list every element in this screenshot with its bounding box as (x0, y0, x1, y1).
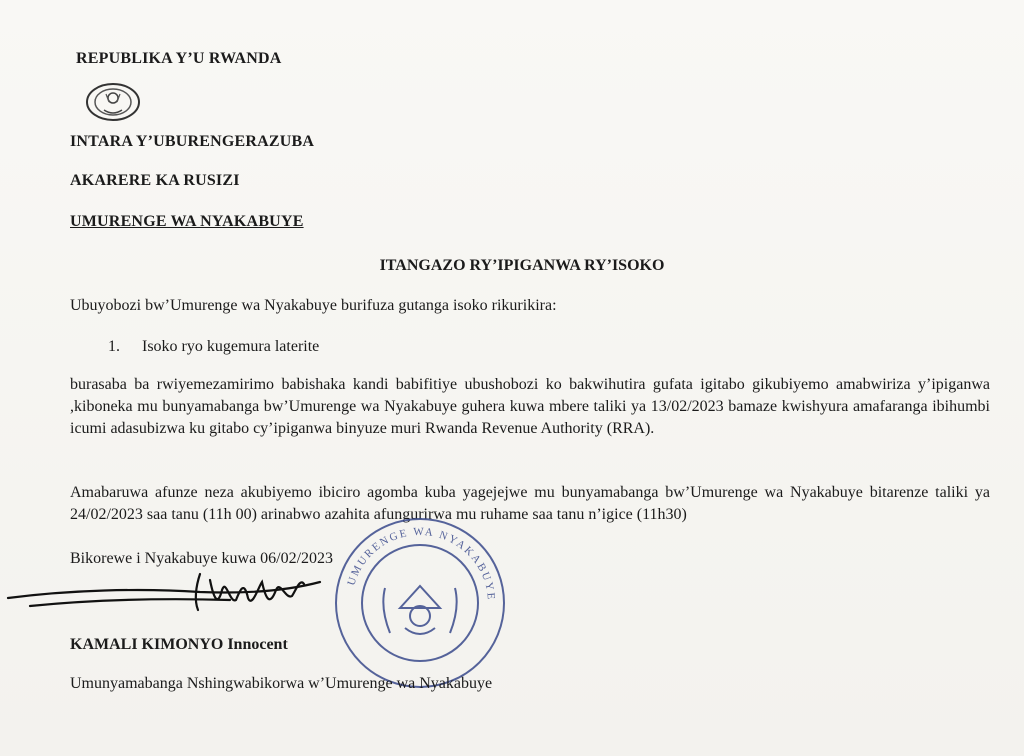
signatory-title: Umunyamabanga Nshingwabikorwa w’Umurenge wa Nyakabuye (70, 675, 493, 692)
stamp-text: UMURENGE WA NYAKABUYE (345, 525, 498, 602)
province-heading: INTARA Y’UBURENGERAZUBA (70, 133, 315, 150)
district-heading: AKARERE KA RUSIZI (70, 172, 240, 189)
notice-title: ITANGAZO RY’IPIGANWA RY’ISOKO (379, 257, 665, 274)
list-item-text: Isoko ryo kugemura laterite (142, 338, 320, 355)
list-item (108, 338, 319, 356)
signatory-name: KAMALI KIMONYO Innocent (70, 636, 288, 653)
list-item-number: 1. (108, 338, 120, 355)
notice-intro: Ubuyobozi bw’Umurenge wa Nyakabuye burifuza gutanga isoko rikurikira: (70, 297, 557, 314)
notice-paragraph-1: burasaba ba rwiyemezamirimo babishaka kandi babifitiye ubushobozi ko bakwihutira gufata igitabo gikubiyemo amabwiriza y’ipiganwa ,kiboneka mu bunyamabanga bw’Umurenge wa Nyakabuye guhera kuwa mbere taliki ya 13/02/2023 bamaze kwishyura amafaranga ibihumbi icumi adasubizwa ku gitabo cy’ipiganwa binyuze muri Rwanda Revenue Authority (RRA). (70, 376, 990, 437)
notice-paragraph-2: Amabaruwa afunze neza akubiyemo ibiciro agomba kuba yagejejwe mu bunyamabanga bw’Umurenge wa Nyakabuye bitarenze taliki ya 24/02/2023 saa tanu (11h 00) arinabwo azahita afungurirwa mu ruhame saa tanu n’igice (11h30) (70, 484, 990, 523)
official-stamp-icon (330, 508, 510, 698)
handwritten-signature-icon (0, 560, 330, 630)
sector-heading: UMURENGE WA NYAKABUYE (70, 213, 304, 230)
republic-heading: REPUBLIKA Y’U RWANDA (76, 50, 282, 67)
coat-of-arms-icon (84, 82, 142, 122)
done-at-line: Bikorewe i Nyakabuye kuwa 06/02/2023 (70, 550, 334, 567)
